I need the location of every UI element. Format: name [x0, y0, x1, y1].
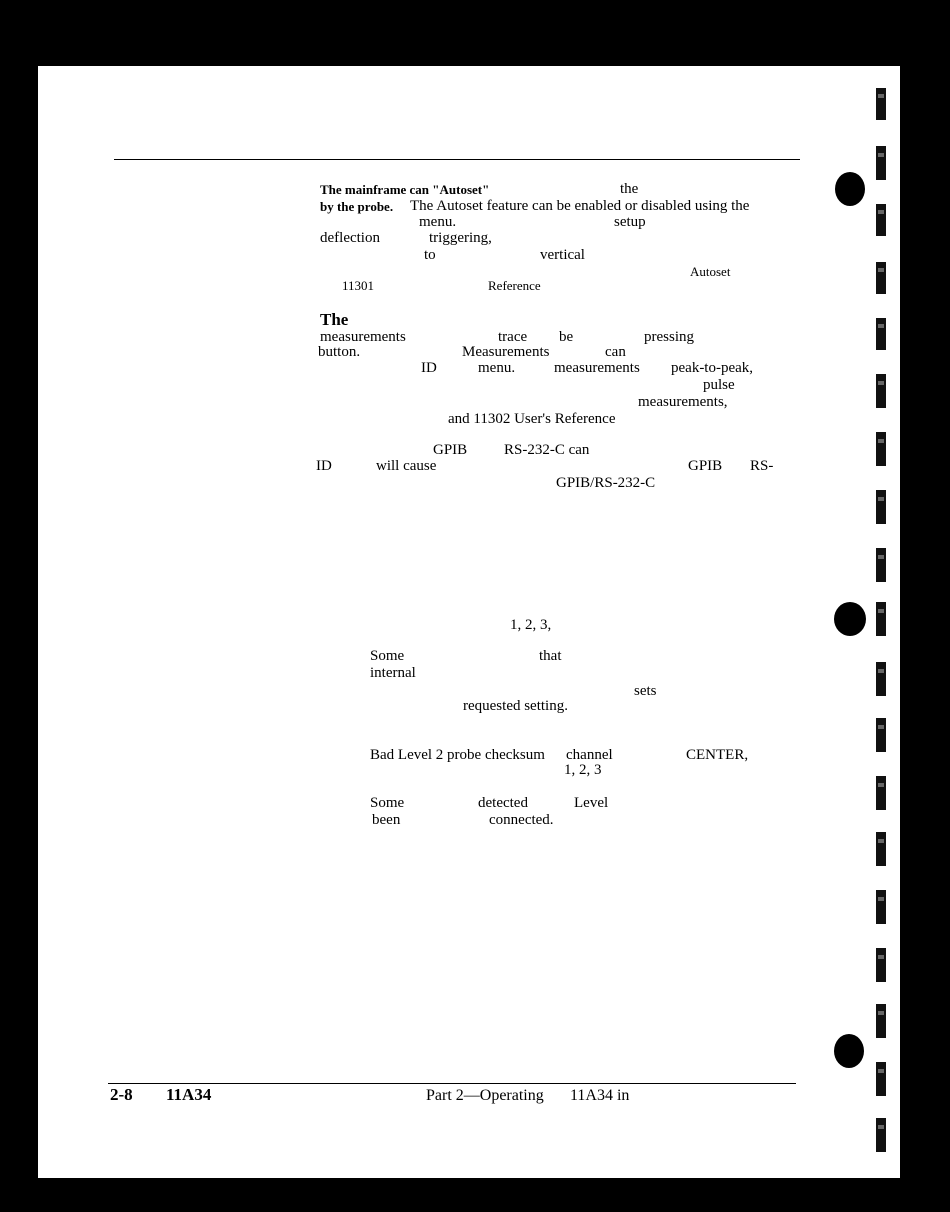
text-fragment: Level — [574, 795, 609, 811]
tab-mark — [876, 374, 886, 408]
binder-hole — [834, 1034, 864, 1068]
tab-mark — [876, 718, 886, 752]
text-fragment: that — [539, 648, 562, 664]
text-fragment: GPIB — [433, 442, 468, 458]
text-fragment: triggering, — [429, 230, 492, 246]
tab-mark — [876, 146, 886, 180]
text-fragment: internal — [370, 665, 416, 681]
text-fragment: 11301 — [342, 278, 375, 293]
footer-section: Part 2—Operating — [426, 1087, 544, 1104]
text-fragment: RS-232-C can — [504, 442, 590, 458]
text-fragment: The Autoset feature can be enabled or disabled using the — [410, 198, 750, 214]
tab-mark — [876, 262, 886, 294]
text-fragment: connected. — [489, 812, 554, 828]
text-fragment: been — [372, 812, 401, 828]
tab-mark — [876, 1062, 886, 1096]
text-fragment: will cause — [376, 458, 437, 474]
tab-mark — [876, 602, 886, 636]
document-page — [38, 66, 900, 1178]
text-fragment: and 11302 User's Reference — [448, 411, 616, 427]
text-fragment: Some — [370, 648, 405, 664]
text-fragment: measurements — [320, 329, 406, 345]
binder-hole — [834, 602, 866, 636]
text-fragment: requested setting. — [463, 698, 568, 714]
tab-mark — [876, 548, 886, 582]
text-fragment: by the probe. — [320, 199, 394, 214]
text-fragment: menu. — [478, 360, 516, 376]
tab-mark — [876, 1118, 886, 1152]
tab-mark — [876, 890, 886, 924]
tab-mark — [876, 832, 886, 866]
text-fragment: Autoset — [690, 264, 731, 279]
text-fragment: The — [320, 310, 349, 329]
tab-mark — [876, 432, 886, 466]
text-fragment: The mainframe can "Autoset" — [320, 182, 490, 197]
text-fragment: CENTER, — [686, 747, 749, 763]
page-number: 2-8 — [110, 1085, 133, 1104]
text-fragment: GPIB/RS-232-C — [556, 475, 656, 491]
top-rule — [114, 159, 800, 160]
text-fragment: pulse — [703, 377, 735, 393]
tab-mark — [876, 204, 886, 236]
text-fragment: menu. — [419, 214, 457, 230]
text-fragment: ID — [421, 360, 437, 376]
tab-mark — [876, 88, 886, 120]
text-fragment: 1, 2, 3, — [510, 617, 552, 633]
text-fragment: to — [424, 247, 436, 263]
text-fragment: Some — [370, 795, 405, 811]
text-fragment: button. — [318, 344, 361, 360]
tab-mark — [876, 948, 886, 982]
footer-model: 11A34 — [166, 1085, 212, 1104]
text-fragment: RS- — [750, 458, 774, 474]
text-fragment: vertical — [540, 247, 585, 263]
text-fragment: Reference — [488, 278, 541, 293]
text-fragment: Measurements — [462, 344, 550, 360]
text-fragment: Bad Level 2 probe checksum — [370, 747, 545, 763]
text-fragment: 1, 2, 3 — [564, 762, 602, 778]
text-fragment: deflection — [320, 230, 380, 246]
footer-model-in: 11A34 in — [570, 1087, 630, 1104]
text-fragment: channel — [566, 747, 613, 763]
text-fragment: be — [559, 329, 574, 345]
text-fragment: pressing — [644, 329, 694, 345]
tab-mark — [876, 318, 886, 350]
text-fragment: setup — [614, 214, 646, 230]
text-fragment: peak-to-peak, — [671, 360, 754, 376]
text-fragment: GPIB — [688, 458, 723, 474]
tab-mark — [876, 1004, 886, 1038]
text-fragment: ID — [316, 458, 332, 474]
footer-rule — [108, 1083, 796, 1084]
text-fragment: sets — [634, 683, 657, 699]
text-fragment: the — [620, 181, 639, 197]
binder-hole — [835, 172, 865, 206]
text-fragment: measurements, — [638, 394, 728, 410]
text-fragment: measurements — [554, 360, 640, 376]
text-fragment: detected — [478, 795, 528, 811]
text-fragment: can — [605, 344, 626, 360]
tab-mark — [876, 662, 886, 696]
tab-mark — [876, 490, 886, 524]
tab-mark — [876, 776, 886, 810]
text-fragment: trace — [498, 329, 528, 345]
